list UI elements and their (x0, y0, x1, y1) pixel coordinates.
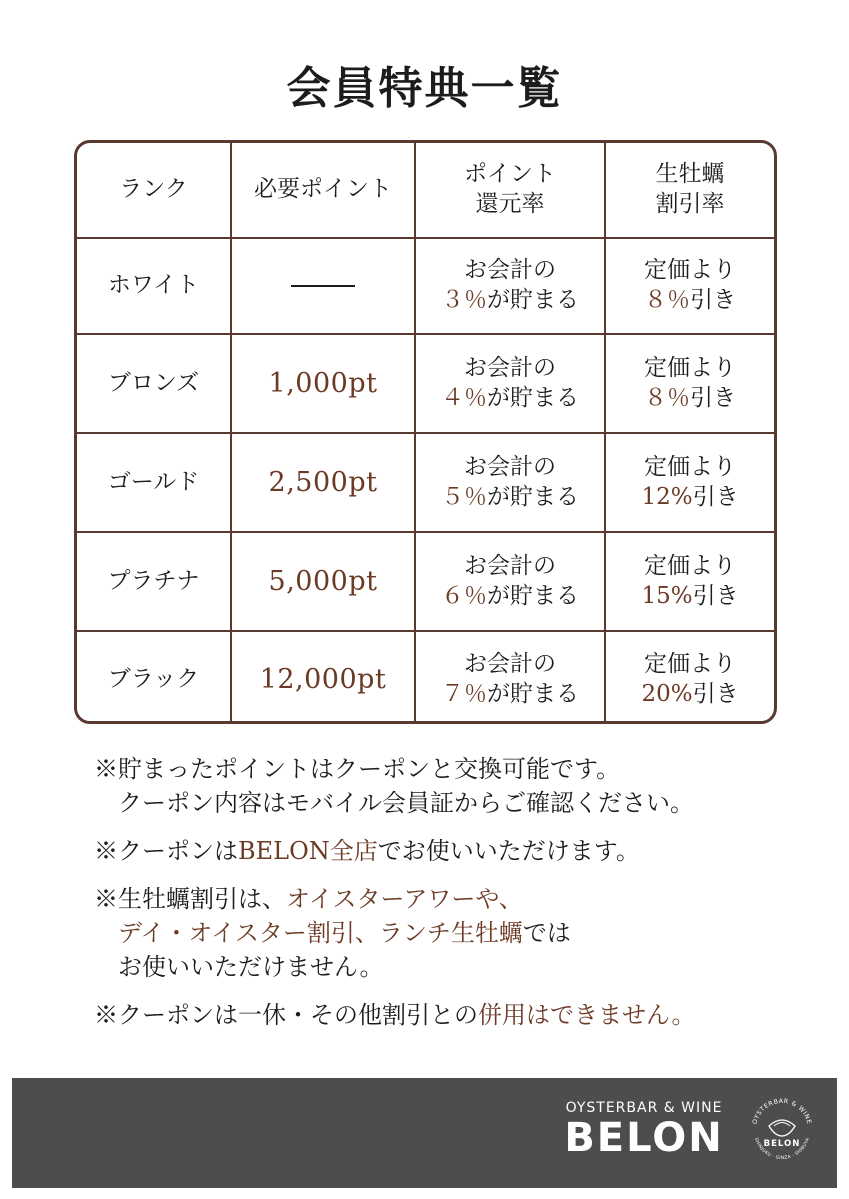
oyster-discount-cell (606, 533, 774, 632)
note-item (94, 752, 814, 820)
point-rate-cell (416, 632, 606, 724)
points-cell (232, 335, 416, 434)
points-cell (232, 632, 416, 724)
rate-prefix: お会計の (464, 552, 556, 579)
point-rate (441, 256, 579, 316)
note-line (94, 882, 814, 916)
note-text: ※クーポンは (94, 837, 238, 866)
required-points: 5,000pt (268, 565, 378, 597)
point-rate (441, 354, 579, 414)
header-cell (416, 143, 606, 239)
rank-label: ゴールド (107, 468, 200, 495)
table-grid (77, 143, 774, 721)
discount-suffix: 引き (690, 384, 736, 411)
rank-cell (77, 533, 232, 632)
notes-section (94, 752, 814, 1047)
discount-suffix: 引き (690, 287, 736, 313)
required-points: 2,500pt (268, 466, 378, 498)
header-cell (606, 143, 774, 239)
note-text: では (522, 919, 571, 948)
discount-line (641, 483, 738, 513)
note-item (94, 834, 814, 868)
rate-line (441, 582, 579, 612)
oyster-discount (644, 354, 736, 414)
oyster-discount-cell (606, 239, 774, 335)
rank-cell (77, 632, 232, 724)
points-cell (232, 533, 416, 632)
note-item (94, 882, 814, 984)
note-text: クーポン内容はモバイル会員証からご確認ください。 (118, 789, 694, 818)
note-line (94, 998, 814, 1032)
discount-value: 12% (641, 483, 693, 510)
brand-subtitle: OYSTERBAR & WINE (565, 1100, 723, 1116)
point-rate (441, 650, 579, 710)
rank-label: ブロンズ (107, 369, 200, 396)
rate-value: ５％ (441, 483, 487, 510)
svg-text:OYSTERBAR & WINE: OYSTERBAR & WINE (751, 1097, 813, 1126)
discount-suffix: 引き (692, 582, 739, 609)
note-line (94, 834, 814, 868)
discount-prefix: 定価より (644, 257, 736, 284)
discount-value: 20% (641, 680, 693, 707)
oyster-discount-cell (606, 335, 774, 434)
rate-value: ３％ (441, 287, 487, 313)
rate-prefix: お会計の (464, 257, 556, 284)
note-line (94, 786, 814, 820)
note-text: デイ・オイスター割引、ランチ生牡蠣 (118, 919, 523, 948)
rank-label: プラチナ (107, 567, 200, 594)
header-label (464, 160, 556, 220)
header-line: ポイント (464, 161, 556, 188)
rate-suffix: が貯まる (487, 287, 579, 313)
rate-value: ６％ (441, 582, 487, 609)
page-title: 会員特典一覧 (286, 63, 563, 114)
brand-logo (548, 1100, 740, 1161)
note-line (94, 752, 814, 786)
oyster-discount-cell (606, 434, 774, 533)
oyster-discount-cell (606, 632, 774, 724)
header-label (119, 175, 188, 205)
point-rate-cell (416, 239, 606, 335)
discount-value: ８％ (644, 384, 690, 411)
rank-label: ホワイト (107, 272, 200, 299)
points-cell (232, 434, 416, 533)
header-line: 生牡蠣 (655, 161, 725, 188)
svg-text:BELON: BELON (763, 1139, 801, 1149)
discount-line (641, 582, 738, 612)
note-text: BELON全店 (238, 837, 378, 866)
rank-cell (77, 239, 232, 335)
note-text: ※生牡蠣割引は、 (94, 885, 286, 914)
note-text: オイスターアワーや、 (286, 885, 523, 914)
discount-line (641, 680, 738, 710)
point-rate-cell (416, 533, 606, 632)
rate-suffix: が貯まる (487, 483, 579, 510)
rate-line (441, 680, 579, 710)
point-rate-cell (416, 335, 606, 434)
point-rate-cell (416, 434, 606, 533)
rate-value: ４％ (441, 384, 487, 411)
header-cell (77, 143, 232, 239)
discount-prefix: 定価より (644, 650, 736, 677)
rate-line (441, 384, 579, 414)
discount-suffix: 引き (692, 680, 739, 707)
rate-suffix: が貯まる (487, 582, 579, 609)
rate-prefix: お会計の (464, 453, 556, 480)
rank-cell (77, 335, 232, 434)
dash-line (291, 285, 355, 287)
note-text: 併用はできません。 (478, 1001, 696, 1030)
rate-line (441, 286, 579, 316)
note-text: ※貯まったポイントはクーポンと交換可能です。 (94, 755, 621, 783)
rate-line (441, 483, 579, 513)
discount-value: 15% (641, 582, 693, 609)
point-rate (441, 552, 579, 612)
header-line: 還元率 (475, 191, 545, 217)
oyster-discount (641, 650, 738, 710)
svg-text:SHINJUKU · GINZA · SHIBUYA: SHINJUKU · GINZA · SHIBUYA (753, 1137, 811, 1162)
brand-name: BELON (564, 1115, 724, 1161)
header-line: 割引率 (655, 191, 725, 217)
header-label (254, 175, 392, 205)
note-text: ※クーポンは一休・その他割引との (94, 1001, 478, 1030)
oyster-discount (644, 256, 736, 316)
required-points: 1,000pt (268, 367, 378, 399)
footer-banner (12, 1078, 837, 1188)
note-text: でお使いいただけます。 (377, 837, 640, 866)
note-item (94, 998, 814, 1032)
oyster-discount (641, 453, 738, 513)
discount-value: ８％ (644, 287, 690, 313)
rank-label: ブラック (107, 665, 200, 692)
note-line (94, 916, 814, 950)
rate-prefix: お会計の (464, 354, 556, 381)
rate-suffix: が貯まる (487, 384, 579, 411)
rate-prefix: お会計の (464, 650, 556, 677)
header-line: 必要ポイント (254, 176, 392, 203)
member-benefits-table (74, 140, 777, 724)
discount-suffix: 引き (692, 483, 739, 510)
rate-value: ７％ (441, 680, 487, 707)
header-cell (232, 143, 416, 239)
discount-line (644, 286, 736, 316)
header-line: ランク (119, 176, 188, 203)
required-points: 12,000pt (259, 663, 387, 695)
note-line (94, 950, 814, 984)
point-rate (441, 453, 579, 513)
discount-prefix: 定価より (644, 354, 736, 381)
rate-suffix: が貯まる (487, 680, 579, 707)
rank-cell (77, 434, 232, 533)
oyster-discount (641, 552, 738, 612)
discount-prefix: 定価より (644, 552, 736, 579)
discount-prefix: 定価より (644, 453, 736, 480)
points-cell (232, 239, 416, 335)
header-label (656, 160, 725, 220)
discount-line (644, 384, 736, 414)
note-text: お使いいただけません。 (118, 953, 384, 982)
oyster-seal-icon (747, 1094, 817, 1164)
